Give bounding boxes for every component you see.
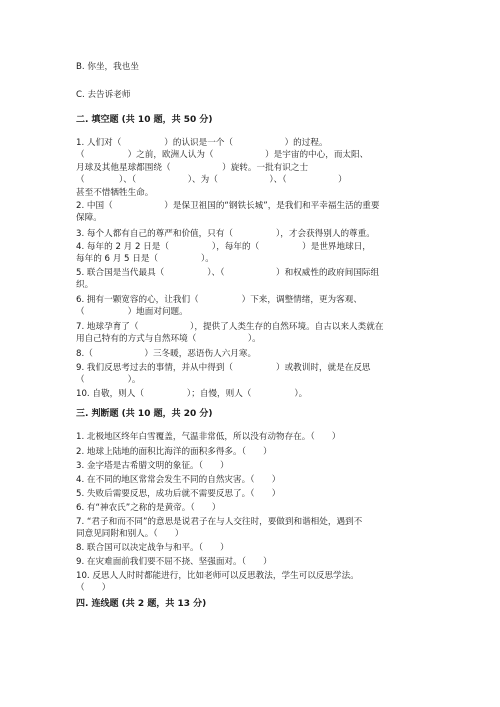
judgement-line: 10. 反思人人时时都能进行，比如老师可以反思教法，学生可以反思学法。 [76, 571, 359, 581]
judgement-heading: 三. 判断题 (共 10 题，共 20 分) [76, 409, 213, 419]
fill-blank-line: 用自己特有的方式与自然环境（ ）。 [76, 334, 261, 344]
fill-blank-line: （ ）、（ ）、为（ ）、（ ） [76, 175, 347, 185]
fill-blank-line: 9. 我们反思考过去的事情，并从中得到（ ）或教训时，就是在反思 [76, 363, 371, 373]
fill-blank-line: 3. 每个人都有自己的尊严和价值，只有（ ），才会获得别人的尊重。 [76, 229, 375, 239]
judgement-line: 9. 在灾难面前我们要不屈不挠、坚强面对。（ ） [76, 557, 272, 567]
matching-heading: 四. 连线题 (共 2 题，共 13 分) [76, 599, 207, 609]
fill-blank-line: 6. 拥有一颗宽容的心，让我们（ ）下来，调整情绪，更为客观、 [76, 295, 362, 305]
judgement-line: （ ） [76, 583, 111, 593]
judgement-line: 同意见同附和别人。（ ） [76, 529, 184, 539]
fill-blank-line: 保障。 [76, 213, 102, 223]
fill-blank-line: 7. 地球孕育了（ ），提供了人类生存的自然环境。自古以来人类就在 [76, 322, 384, 332]
fill-blank-line: （ ）之前，欧洲人认为（ ）是宇宙的中心，而太阳、 [76, 150, 369, 160]
judgement-line: 3. 金字塔是古希腊文明的象征。（ ） [76, 461, 229, 471]
fill-blank-line: 1. 人们对（ ）的认识是一个（ ）的过程。 [76, 138, 328, 148]
fill-blank-line: 甚至不惜牺牲生命。 [76, 188, 154, 198]
fill-blank-line: 月球及其他星球都围绕（ ）旋转。一批有识之士 [76, 163, 309, 173]
judgement-line: 4. 在不同的地区常常会发生不同的自然灾害。（ ） [76, 475, 281, 485]
fill-blank-line: 4. 每年的 2 月 2 日是（ ），每年的（ ）是世界地球日， [76, 242, 371, 252]
fill-blank-heading: 二. 填空题 (共 10 题，共 50 分) [76, 115, 213, 125]
option-b: B. 你坐，我也坐 [76, 62, 139, 72]
fill-blank-line: 每年的 6 月 5 日是（ ）。 [76, 254, 214, 264]
fill-blank-line: 8.（ ）三冬暖，恶语伤人六月寒。 [76, 349, 257, 359]
judgement-line: 6. 有“神农氏”之称的是黄帝。（ ） [76, 503, 221, 513]
fill-blank-line: （ ）地面对问题。 [76, 307, 188, 317]
fill-blank-line: 织。 [76, 280, 94, 290]
judgement-line: 8. 联合国可以决定战争与和平。（ ） [76, 543, 229, 553]
fill-blank-line: 5. 联合国是当代最具（ ）、（ ）和权威性的政府间国际组 [76, 268, 380, 278]
option-c: C. 去告诉老师 [76, 90, 131, 100]
judgement-line: 2. 地球上陆地的面积比海洋的面积多得多。（ ） [76, 447, 272, 457]
judgement-line: 1. 北极地区终年白雪覆盖，气温非常低，所以没有动物存在。（ ） [76, 432, 341, 442]
fill-blank-line: （ ）。 [76, 375, 141, 385]
judgement-line: 7. “君子和而不同”的意思是说君子在与人交往时，要做到和谐相处，遇到不 [76, 517, 363, 527]
fill-blank-line: 10. 自敬，则人（ ）；自慢，则人（ ）。 [76, 389, 308, 399]
judgement-line: 5. 失败后需要反思，成功后就不需要反思了。（ ） [76, 489, 281, 499]
fill-blank-line: 2. 中国（ ）是保卫祖国的“钢铁长城”，是我们和平幸福生活的重要 [76, 201, 380, 211]
